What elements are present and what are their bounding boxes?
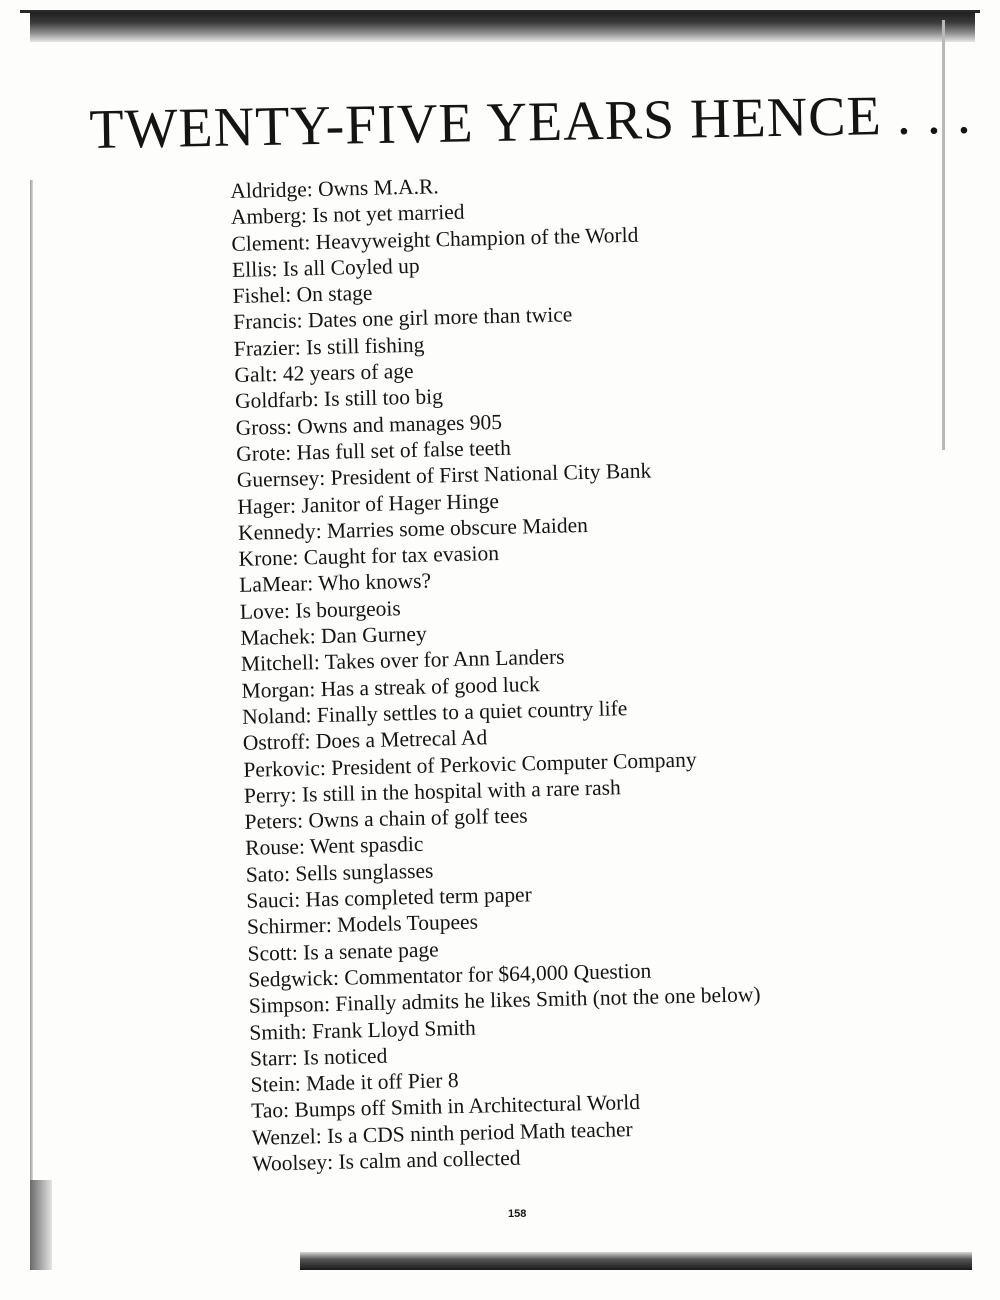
entry-prediction: Heavyweight Champion of the World xyxy=(315,222,639,254)
entry-name: Noland : xyxy=(242,703,317,729)
entry-name: Simpson : xyxy=(249,992,336,1018)
entry-prediction: Is a senate page xyxy=(302,937,439,965)
entry-name: LaMear : xyxy=(239,572,319,598)
entry-prediction: Takes over for Ann Landers xyxy=(324,644,565,675)
entry-name: Scott : xyxy=(247,940,303,965)
page-number: 158 xyxy=(508,1208,527,1220)
entry-name: Ellis : xyxy=(232,257,283,282)
entry-prediction: Is not yet married xyxy=(312,199,465,228)
entry-prediction: On stage xyxy=(296,280,373,307)
entry-prediction: Dates one girl more than twice xyxy=(307,302,573,333)
entry-name: Perry : xyxy=(244,782,302,807)
entry-prediction: Has full set of false teeth xyxy=(296,435,512,465)
entry-name: Francis : xyxy=(233,309,308,335)
entry-prediction: Finally settles to a quiet country life xyxy=(316,696,628,728)
entry-name: Love : xyxy=(240,598,296,623)
entry-name: Smith : xyxy=(249,1019,312,1044)
entry-name: Ostroff : xyxy=(243,729,317,755)
entry-name: Perkovic : xyxy=(243,755,331,781)
entry-name: Schirmer : xyxy=(247,913,338,939)
entry-prediction: Marries some obscure Maiden xyxy=(326,512,589,543)
entry-name: Starr : xyxy=(250,1045,304,1070)
entry-name: Amberg : xyxy=(231,203,313,229)
entry-prediction: Finally admits he likes Smith (not the one below) xyxy=(335,982,761,1017)
entry-prediction: Has completed term paper xyxy=(305,882,533,912)
entry-prediction: Is still in the hospital with a rare rash xyxy=(301,775,621,807)
entry-prediction: Who knows? xyxy=(317,568,432,596)
scan-edge-left-shadow xyxy=(30,1180,52,1270)
entry-prediction: Has a streak of good luck xyxy=(320,671,540,701)
entry-prediction: Owns and manages 905 xyxy=(296,409,503,439)
entry-prediction: Owns a chain of golf tees xyxy=(308,803,528,833)
entry-prediction: Frank Lloyd Smith xyxy=(311,1015,477,1043)
entry-name: Sato : xyxy=(246,861,296,886)
scan-edge-left xyxy=(30,180,33,1270)
entry-name: Machek : xyxy=(240,624,321,650)
entry-prediction: Is still too big xyxy=(323,384,444,412)
entry-name: Aldridge : xyxy=(230,177,318,203)
entry-prediction: Is all Coyled up xyxy=(282,253,420,281)
page-title: TWENTY-FIVE YEARS HENCE . . . xyxy=(88,83,973,162)
entry-name: Tao : xyxy=(251,1098,295,1123)
entry-prediction: President of Perkovic Computer Company xyxy=(330,747,697,780)
entry-prediction: Models Toupees xyxy=(336,909,479,938)
entry-name: Fishel : xyxy=(232,283,296,308)
entry-name: Hager : xyxy=(237,493,301,518)
entry-prediction: Is bourgeois xyxy=(295,595,401,623)
scan-edge-bottom xyxy=(300,1252,972,1270)
entry-name: Rouse : xyxy=(245,835,310,860)
entry-name: Kennedy : xyxy=(238,519,328,545)
entry-name: Sauci : xyxy=(246,887,306,912)
entry-name: Goldfarb : xyxy=(235,387,325,413)
entry-name: Clement : xyxy=(231,230,316,256)
entry-prediction: Is still fishing xyxy=(305,332,425,360)
entry-name: Frazier : xyxy=(234,335,307,361)
entry-prediction: Janitor of Hager Hinge xyxy=(301,488,500,518)
entry-prediction: Owns M.A.R. xyxy=(317,174,439,202)
entry-name: Sedgwick : xyxy=(248,966,345,992)
entry-name: Krone : xyxy=(238,546,304,571)
entry-prediction: President of First National City Bank xyxy=(330,458,652,491)
entry-prediction: Is a CDS ninth period Math teacher xyxy=(326,1116,633,1148)
entry-name: Gross : xyxy=(235,414,297,439)
entry-prediction: Bumps off Smith in Architectural World xyxy=(294,1090,641,1123)
entry-name: Peters : xyxy=(244,809,308,834)
entry-name: Guernsey : xyxy=(237,466,331,492)
entry-prediction: Dan Gurney xyxy=(320,621,427,649)
entry-prediction: Does a Metrecal Ad xyxy=(315,725,488,754)
entry-name: Galt : xyxy=(234,362,283,387)
entry-prediction: Made it off Pier 8 xyxy=(305,1068,459,1096)
entry-prediction: Caught for tax evasion xyxy=(303,541,500,570)
entry-name: Wenzel : xyxy=(252,1124,328,1150)
entry-name: Grote : xyxy=(236,441,297,466)
entry-prediction: 42 years of age xyxy=(282,358,414,386)
entry-prediction: Went spasdic xyxy=(309,832,424,859)
entry-prediction: Commentator for $64,000 Question xyxy=(344,958,652,990)
scan-edge-top xyxy=(30,12,975,42)
entry-name: Morgan : xyxy=(241,677,321,703)
entry-prediction: Is calm and collected xyxy=(338,1145,521,1174)
entry-prediction: Is noticed xyxy=(302,1043,388,1070)
entry-name: Stein : xyxy=(250,1072,306,1097)
entry-prediction: Sells sunglasses xyxy=(295,858,434,886)
predictions-list xyxy=(230,163,893,1177)
entry-name: Mitchell : xyxy=(241,650,325,676)
entry-name: Woolsey : xyxy=(252,1150,339,1176)
